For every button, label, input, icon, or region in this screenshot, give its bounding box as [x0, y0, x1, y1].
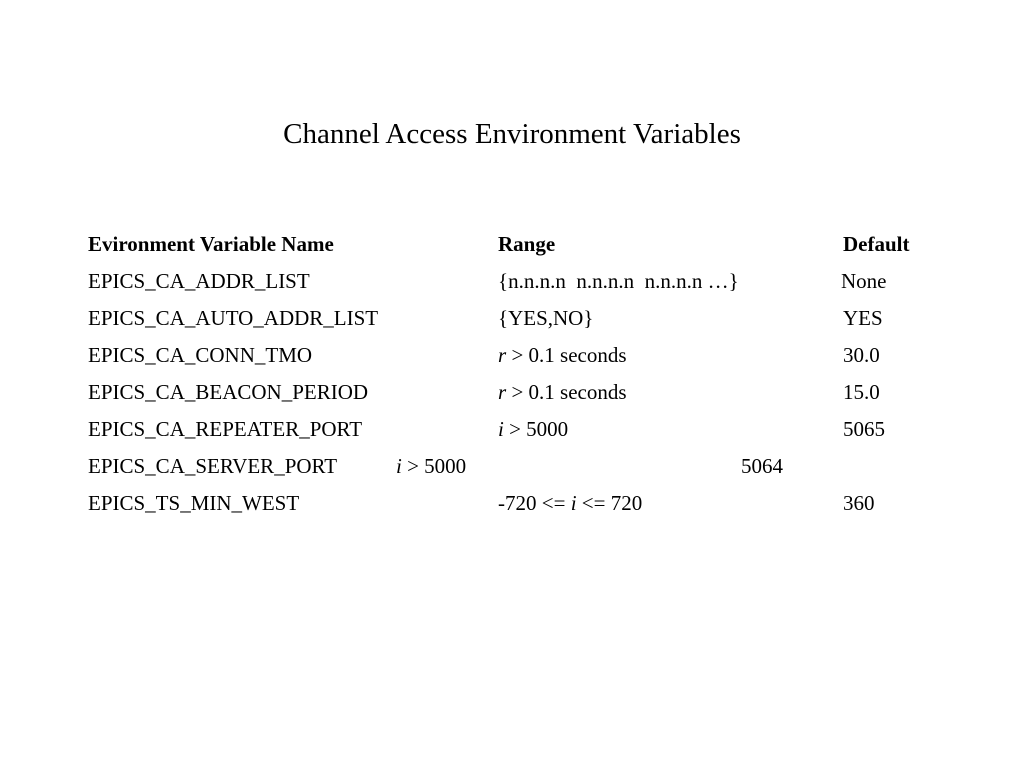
row-server-port-name: EPICS_CA_SERVER_PORT — [88, 454, 338, 478]
row-auto-addr-list-name: EPICS_CA_AUTO_ADDR_LIST — [88, 306, 379, 330]
row-auto-addr-list-range: {YES,NO} — [498, 306, 594, 330]
row-addr-list-default: None — [841, 269, 887, 293]
row-addr-list-range: {n.n.n.n n.n.n.n n.n.n.n …} — [498, 269, 739, 293]
row-conn-tmo-default: 30.0 — [843, 343, 880, 367]
header-default: Default — [843, 232, 910, 256]
row-addr-list-name: EPICS_CA_ADDR_LIST — [88, 269, 310, 293]
range-variable: r — [498, 343, 507, 367]
row-ts-min-west-default: 360 — [843, 491, 875, 515]
row-repeater-port-name: EPICS_CA_REPEATER_PORT — [88, 417, 363, 441]
row-ts-min-west-name: EPICS_TS_MIN_WEST — [88, 491, 300, 515]
range-condition: > 5000 — [401, 454, 467, 478]
row-ts-min-west-range — [498, 490, 642, 516]
row-beacon-period-default: 15.0 — [843, 380, 880, 404]
row-beacon-period-name: EPICS_CA_BEACON_PERIOD — [88, 380, 369, 404]
range-condition: > 0.1 seconds — [506, 343, 627, 367]
slide-title: Channel Access Environment Variables — [283, 118, 741, 150]
row-auto-addr-list-default: YES — [843, 306, 883, 330]
range-condition: > 5000 — [503, 417, 569, 441]
row-server-port-range — [396, 453, 466, 479]
header-name: Evironment Variable Name — [88, 232, 334, 256]
row-repeater-port-range — [498, 416, 568, 442]
range-upper-bound: <= 720 — [576, 491, 643, 515]
row-server-port-default: 5064 — [741, 454, 783, 478]
row-repeater-port-default: 5065 — [843, 417, 885, 441]
row-beacon-period-range — [498, 379, 627, 405]
range-condition: > 0.1 seconds — [506, 380, 627, 404]
range-variable: r — [498, 380, 507, 404]
range-lower-bound: -720 <= — [498, 491, 571, 515]
row-conn-tmo-range — [498, 342, 627, 368]
range-variable: i — [498, 417, 504, 441]
row-conn-tmo-name: EPICS_CA_CONN_TMO — [88, 343, 313, 367]
header-range: Range — [498, 232, 556, 256]
range-variable: i — [570, 491, 577, 515]
range-variable: i — [396, 454, 402, 478]
